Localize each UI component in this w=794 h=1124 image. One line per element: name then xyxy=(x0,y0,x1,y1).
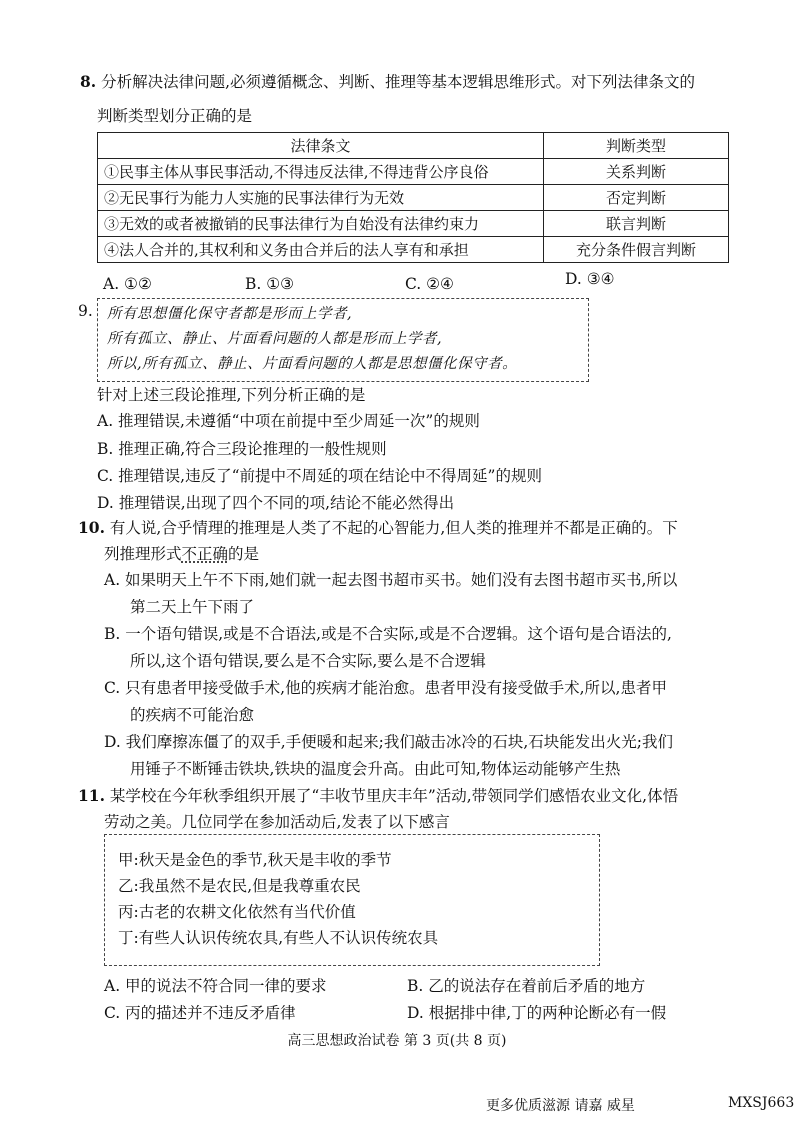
q11-stem-line1: 某学校在今年秋季组织开展了“丰收节里庆丰年”活动,带领同学们感悟农业文化,体悟 xyxy=(109,787,679,805)
table-cell-type: 充分条件假言判断 xyxy=(544,237,729,263)
q10-option-b: B. 一个语句错误,或是不合语法,或是不合实际,或是不合逻辑。这个语句是合语法的, xyxy=(104,625,672,643)
table-cell-type: 关系判断 xyxy=(544,159,729,185)
q10-stem-emphasis: 不正确 xyxy=(181,545,229,563)
bottom-watermark-text: 更多优质滋源 请嘉 威星 xyxy=(486,1098,635,1114)
q11-saying-yi: 乙:我虽然不是农民,但是我尊重农民 xyxy=(118,877,361,895)
q10-stem-post: 的是 xyxy=(228,545,260,563)
q11-option-d: D. 根据排中律,丁的两种论断必有一假 xyxy=(407,1004,667,1022)
table-cell-type: 联言判断 xyxy=(544,211,729,237)
q11-stem xyxy=(78,782,728,810)
q8-law-table xyxy=(97,132,729,263)
q9-number: 9. xyxy=(78,302,93,320)
q11-option-a: A. 甲的说法不符合同一律的要求 xyxy=(104,977,327,995)
bottom-code: MXSJ663 xyxy=(728,1095,794,1111)
q8-option-a: A. ①② xyxy=(103,275,152,293)
table-row xyxy=(98,237,729,263)
q9-option-d: D. 推理错误,出现了四个不同的项,结论不能必然得出 xyxy=(97,494,455,512)
table-row xyxy=(98,185,729,211)
table-cell-law: ①民事主体从事民事活动,不得违反法律,不得违背公序良俗 xyxy=(98,159,544,185)
q9-stem: 针对上述三段论推理,下列分析正确的是 xyxy=(97,386,366,404)
q10-option-d: D. 我们摩擦冻僵了的双手,手便暖和起来;我们敲击冰冷的石块,石块能发出火光;我们 xyxy=(104,733,674,751)
table-cell-law: ②无民事行为能力人实施的民事法律行为无效 xyxy=(98,185,544,211)
q8-stem-line1: 分析解决法律问题,必须遵循概念、判断、推理等基本逻辑思维形式。对下列法律条文的 xyxy=(101,73,696,91)
q9-option-a: A. 推理错误,未遵循“中项在前提中至少周延一次”的规则 xyxy=(97,412,480,430)
page-footer: 高三思想政治试卷 第 3 页(共 8 页) xyxy=(287,1033,507,1049)
q8-number: 8. xyxy=(80,72,97,91)
q8-option-b: B. ①③ xyxy=(245,275,295,293)
q10-option-a: A. 如果明天上午不下雨,她们就一起去图书超市买书。她们没有去图书超市买书,所以 xyxy=(104,571,678,589)
q11-option-b: B. 乙的说法存在着前后矛盾的地方 xyxy=(407,977,646,995)
q10-option-c: C. 只有患者甲接受做手术,他的疾病才能治愈。患者甲没有接受做手术,所以,患者甲 xyxy=(104,679,667,697)
table-cell-type: 否定判断 xyxy=(544,185,729,211)
table-cell-law: ④法人合并的,其权利和义务由合并后的法人享有和承担 xyxy=(98,237,544,263)
q8-stem xyxy=(80,68,730,96)
q9-option-b: B. 推理正确,符合三段论推理的一般性规则 xyxy=(97,440,387,458)
q9-premise-minor: 所有孤立、静止、片面看问题的人都是形而上学者, xyxy=(107,331,443,347)
q9-premise-major: 所有思想僵化保守者都是形而上学者, xyxy=(107,306,353,322)
q10-option-c-cont: 的疾病不可能治愈 xyxy=(130,706,255,724)
q10-stem-line2 xyxy=(104,541,754,568)
q11-stem-line2: 劳动之美。几位同学在参加活动后,发表了以下感言 xyxy=(104,813,450,831)
table-header-row xyxy=(98,133,729,159)
table-header-type: 判断类型 xyxy=(544,133,729,159)
q10-option-d-cont: 用锤子不断锤击铁块,铁块的温度会升高。由此可知,物体运动能够产生热 xyxy=(130,760,621,778)
q10-stem-line1: 有人说,合乎情理的推理是人类了不起的心智能力,但人类的推理并不都是正确的。下 xyxy=(109,519,678,537)
q10-option-a-cont: 第二天上午下雨了 xyxy=(130,598,255,616)
q10-stem-pre: 列推理形式 xyxy=(104,545,182,563)
table-cell-law: ③无效的或者被撤销的民事法律行为自始没有法律约束力 xyxy=(98,211,544,237)
table-header-law: 法律条文 xyxy=(98,133,544,159)
q10-option-b-cont: 所以,这个语句错误,要么是不合实际,要么是不合逻辑 xyxy=(130,652,486,670)
q9-conclusion: 所以,所有孤立、静止、片面看问题的人都是思想僵化保守者。 xyxy=(107,356,518,372)
q9-option-c: C. 推理错误,违反了“前提中不周延的项在结论中不得周延”的规则 xyxy=(97,467,542,485)
q8-option-c: C. ②④ xyxy=(405,275,454,293)
q11-saying-jia: 甲:秋天是金色的季节,秋天是丰收的季节 xyxy=(118,851,392,869)
table-row xyxy=(98,211,729,237)
q8-stem-line2: 判断类型划分正确的是 xyxy=(97,107,253,125)
q11-saying-ding: 丁:有些人认识传统农具,有些人不认识传统农具 xyxy=(118,929,439,947)
q10-number: 10. xyxy=(78,518,105,537)
table-row xyxy=(98,159,729,185)
q8-option-d: D. ③④ xyxy=(565,270,615,288)
q11-number: 11. xyxy=(78,786,105,805)
q10-stem xyxy=(78,514,728,542)
q11-option-c: C. 丙的描述并不违反矛盾律 xyxy=(104,1004,296,1022)
q11-saying-bing: 丙:古老的农耕文化依然有当代价值 xyxy=(118,903,356,921)
